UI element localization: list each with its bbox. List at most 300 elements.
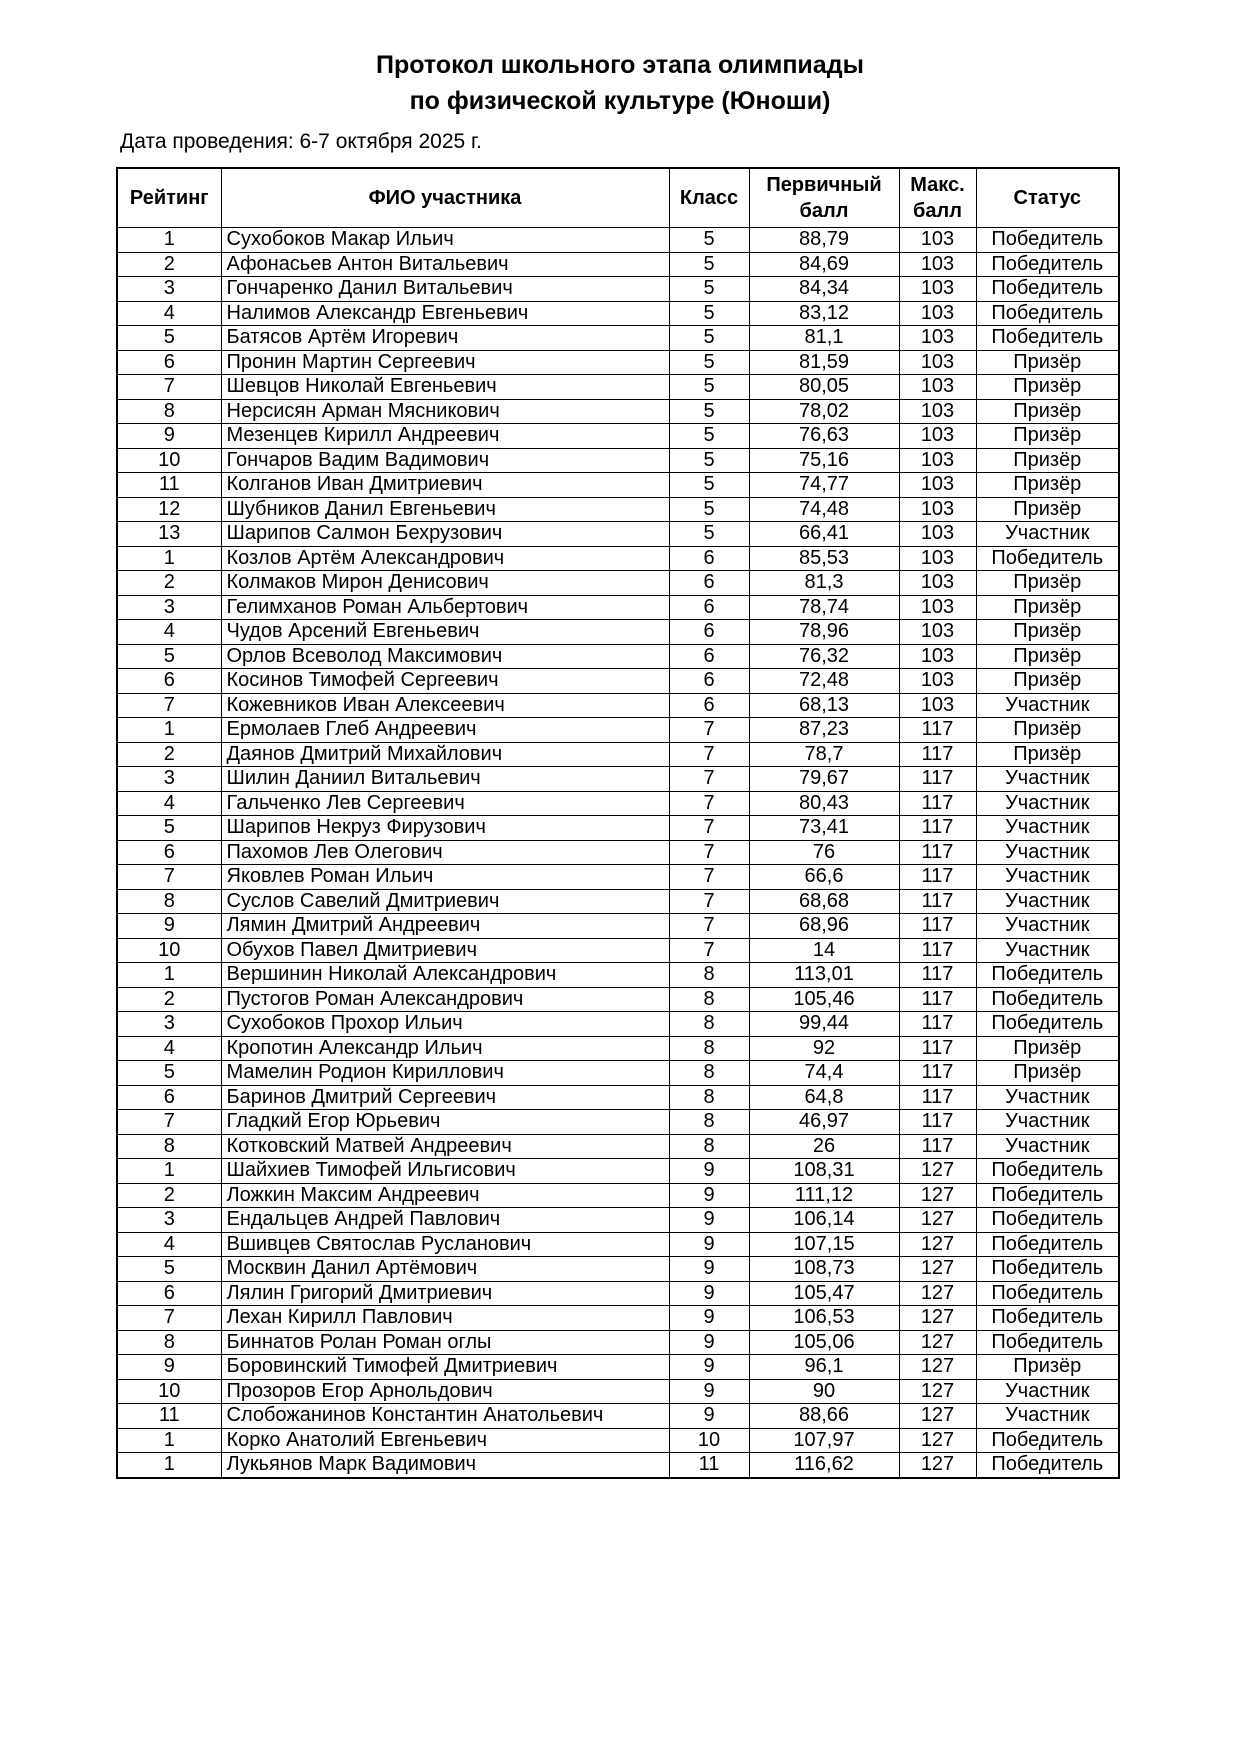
cell-status: Победитель xyxy=(976,1330,1119,1355)
table-body xyxy=(117,228,1119,1478)
cell-grade: 6 xyxy=(669,644,749,669)
cell-status: Участник xyxy=(976,522,1119,547)
cell-rank: 5 xyxy=(117,644,221,669)
cell-max-score: 117 xyxy=(899,767,976,792)
cell-rank: 10 xyxy=(117,448,221,473)
cell-status: Призёр xyxy=(976,1036,1119,1061)
cell-max-score: 117 xyxy=(899,914,976,939)
cell-name: Вершинин Николай Александрович xyxy=(221,963,669,988)
table-row xyxy=(117,1404,1119,1429)
cell-name: Пустогов Роман Александрович xyxy=(221,987,669,1012)
cell-name: Гончаренко Данил Витальевич xyxy=(221,277,669,302)
cell-status: Участник xyxy=(976,1379,1119,1404)
cell-rank: 11 xyxy=(117,473,221,498)
header-max-line1: Макс. xyxy=(910,174,965,196)
cell-status: Участник xyxy=(976,840,1119,865)
cell-grade: 5 xyxy=(669,497,749,522)
cell-name: Гальченко Лев Сергеевич xyxy=(221,791,669,816)
table-header-row xyxy=(117,168,1119,228)
cell-status: Победитель xyxy=(976,963,1119,988)
cell-primary-score: 79,67 xyxy=(749,767,899,792)
cell-max-score: 103 xyxy=(899,497,976,522)
document-title-line-2: по физической культуре (Юноши) xyxy=(409,87,831,115)
cell-max-score: 127 xyxy=(899,1306,976,1331)
cell-name: Кожевников Иван Алексеевич xyxy=(221,693,669,718)
cell-name: Слобожанинов Константин Анатольевич xyxy=(221,1404,669,1429)
cell-status: Участник xyxy=(976,865,1119,890)
table-row xyxy=(117,644,1119,669)
cell-primary-score: 84,69 xyxy=(749,252,899,277)
cell-name: Шайхиев Тимофей Ильгисович xyxy=(221,1159,669,1184)
cell-rank: 5 xyxy=(117,1257,221,1282)
table-row xyxy=(117,1306,1119,1331)
cell-rank: 2 xyxy=(117,987,221,1012)
cell-max-score: 127 xyxy=(899,1428,976,1453)
cell-primary-score: 113,01 xyxy=(749,963,899,988)
cell-primary-score: 76 xyxy=(749,840,899,865)
cell-rank: 5 xyxy=(117,1061,221,1086)
cell-name: Налимов Александр Евгеньевич xyxy=(221,301,669,326)
table-row xyxy=(117,718,1119,743)
cell-name: Баринов Дмитрий Сергеевич xyxy=(221,1085,669,1110)
cell-rank: 5 xyxy=(117,816,221,841)
cell-name: Прозоров Егор Арнольдович xyxy=(221,1379,669,1404)
cell-status: Победитель xyxy=(976,228,1119,253)
cell-primary-score: 108,31 xyxy=(749,1159,899,1184)
table-row xyxy=(117,399,1119,424)
table-row xyxy=(117,1110,1119,1135)
table-row xyxy=(117,448,1119,473)
cell-max-score: 103 xyxy=(899,326,976,351)
cell-grade: 9 xyxy=(669,1379,749,1404)
cell-name: Батясов Артём Игоревич xyxy=(221,326,669,351)
cell-primary-score: 81,3 xyxy=(749,571,899,596)
cell-max-score: 127 xyxy=(899,1257,976,1282)
cell-rank: 4 xyxy=(117,1232,221,1257)
cell-grade: 8 xyxy=(669,987,749,1012)
table-row xyxy=(117,816,1119,841)
table-row xyxy=(117,840,1119,865)
cell-rank: 3 xyxy=(117,767,221,792)
cell-max-score: 117 xyxy=(899,742,976,767)
table-row xyxy=(117,963,1119,988)
table-row xyxy=(117,1012,1119,1037)
cell-name: Шарипов Салмон Бехрузович xyxy=(221,522,669,547)
cell-primary-score: 108,73 xyxy=(749,1257,899,1282)
cell-status: Победитель xyxy=(976,1232,1119,1257)
cell-name: Боровинский Тимофей Дмитриевич xyxy=(221,1355,669,1380)
cell-name: Шубников Данил Евгеньевич xyxy=(221,497,669,522)
cell-rank: 6 xyxy=(117,1085,221,1110)
cell-name: Лукьянов Марк Вадимович xyxy=(221,1453,669,1478)
cell-status: Победитель xyxy=(976,1306,1119,1331)
table-row xyxy=(117,767,1119,792)
cell-primary-score: 99,44 xyxy=(749,1012,899,1037)
table-row xyxy=(117,1232,1119,1257)
cell-status: Победитель xyxy=(976,301,1119,326)
cell-status: Призёр xyxy=(976,571,1119,596)
cell-rank: 6 xyxy=(117,840,221,865)
cell-name: Нерсисян Арман Мясникович xyxy=(221,399,669,424)
cell-primary-score: 78,96 xyxy=(749,620,899,645)
cell-rank: 1 xyxy=(117,1453,221,1478)
cell-primary-score: 74,77 xyxy=(749,473,899,498)
cell-max-score: 117 xyxy=(899,865,976,890)
cell-grade: 7 xyxy=(669,889,749,914)
cell-primary-score: 106,53 xyxy=(749,1306,899,1331)
cell-max-score: 127 xyxy=(899,1355,976,1380)
cell-name: Обухов Павел Дмитриевич xyxy=(221,938,669,963)
cell-max-score: 103 xyxy=(899,522,976,547)
cell-grade: 6 xyxy=(669,669,749,694)
table-row xyxy=(117,546,1119,571)
cell-rank: 3 xyxy=(117,1012,221,1037)
table-row xyxy=(117,277,1119,302)
document-title-line-1: Протокол школьного этапа олимпиады xyxy=(376,51,864,79)
cell-grade: 8 xyxy=(669,1134,749,1159)
cell-rank: 1 xyxy=(117,1428,221,1453)
cell-max-score: 117 xyxy=(899,816,976,841)
cell-rank: 1 xyxy=(117,228,221,253)
cell-primary-score: 78,7 xyxy=(749,742,899,767)
cell-rank: 8 xyxy=(117,1134,221,1159)
cell-primary-score: 46,97 xyxy=(749,1110,899,1135)
cell-status: Призёр xyxy=(976,669,1119,694)
cell-max-score: 103 xyxy=(899,375,976,400)
cell-status: Победитель xyxy=(976,277,1119,302)
cell-max-score: 127 xyxy=(899,1281,976,1306)
cell-max-score: 117 xyxy=(899,1061,976,1086)
cell-max-score: 117 xyxy=(899,840,976,865)
cell-name: Гелимханов Роман Альбертович xyxy=(221,595,669,620)
cell-primary-score: 83,12 xyxy=(749,301,899,326)
cell-grade: 9 xyxy=(669,1159,749,1184)
cell-status: Участник xyxy=(976,791,1119,816)
cell-rank: 7 xyxy=(117,693,221,718)
cell-status: Участник xyxy=(976,767,1119,792)
cell-grade: 5 xyxy=(669,399,749,424)
table-row xyxy=(117,1159,1119,1184)
cell-rank: 3 xyxy=(117,277,221,302)
cell-rank: 9 xyxy=(117,1355,221,1380)
cell-rank: 3 xyxy=(117,595,221,620)
cell-name: Корко Анатолий Евгеньевич xyxy=(221,1428,669,1453)
cell-max-score: 103 xyxy=(899,669,976,694)
table-row xyxy=(117,522,1119,547)
cell-max-score: 103 xyxy=(899,228,976,253)
cell-status: Победитель xyxy=(976,1159,1119,1184)
cell-max-score: 127 xyxy=(899,1379,976,1404)
cell-grade: 5 xyxy=(669,350,749,375)
cell-status: Призёр xyxy=(976,1061,1119,1086)
cell-name: Пахомов Лев Олегович xyxy=(221,840,669,865)
cell-rank: 10 xyxy=(117,938,221,963)
cell-status: Участник xyxy=(976,938,1119,963)
cell-rank: 6 xyxy=(117,350,221,375)
cell-name: Сухобоков Макар Ильич xyxy=(221,228,669,253)
event-date: Дата проведения: 6-7 октября 2025 г. xyxy=(120,130,482,153)
table-row xyxy=(117,571,1119,596)
header-primary-line1: Первичный xyxy=(766,174,882,196)
table-row xyxy=(117,914,1119,939)
cell-name: Чудов Арсений Евгеньевич xyxy=(221,620,669,645)
cell-status: Участник xyxy=(976,1134,1119,1159)
cell-primary-score: 80,05 xyxy=(749,375,899,400)
cell-status: Победитель xyxy=(976,546,1119,571)
cell-grade: 5 xyxy=(669,228,749,253)
cell-max-score: 117 xyxy=(899,791,976,816)
cell-max-score: 127 xyxy=(899,1232,976,1257)
cell-primary-score: 80,43 xyxy=(749,791,899,816)
header-max-score xyxy=(899,168,976,228)
cell-rank: 4 xyxy=(117,301,221,326)
cell-name: Кропотин Александр Ильич xyxy=(221,1036,669,1061)
cell-grade: 6 xyxy=(669,620,749,645)
cell-grade: 7 xyxy=(669,865,749,890)
cell-primary-score: 68,68 xyxy=(749,889,899,914)
cell-max-score: 103 xyxy=(899,571,976,596)
cell-status: Призёр xyxy=(976,742,1119,767)
cell-rank: 9 xyxy=(117,914,221,939)
table-row xyxy=(117,1208,1119,1233)
cell-rank: 4 xyxy=(117,791,221,816)
cell-status: Победитель xyxy=(976,1012,1119,1037)
cell-primary-score: 68,96 xyxy=(749,914,899,939)
cell-name: Ендальцев Андрей Павлович xyxy=(221,1208,669,1233)
cell-max-score: 103 xyxy=(899,546,976,571)
cell-status: Призёр xyxy=(976,399,1119,424)
cell-name: Козлов Артём Александрович xyxy=(221,546,669,571)
cell-max-score: 127 xyxy=(899,1453,976,1478)
cell-rank: 8 xyxy=(117,889,221,914)
cell-grade: 5 xyxy=(669,277,749,302)
cell-max-score: 127 xyxy=(899,1404,976,1429)
cell-name: Москвин Данил Артёмович xyxy=(221,1257,669,1282)
table-row xyxy=(117,1330,1119,1355)
header-grade: Класс xyxy=(669,168,749,228)
cell-primary-score: 72,48 xyxy=(749,669,899,694)
cell-status: Призёр xyxy=(976,350,1119,375)
cell-max-score: 103 xyxy=(899,424,976,449)
cell-status: Участник xyxy=(976,1404,1119,1429)
cell-rank: 1 xyxy=(117,963,221,988)
cell-rank: 8 xyxy=(117,399,221,424)
cell-grade: 9 xyxy=(669,1404,749,1429)
cell-grade: 7 xyxy=(669,767,749,792)
table-row xyxy=(117,497,1119,522)
cell-status: Призёр xyxy=(976,1355,1119,1380)
cell-max-score: 117 xyxy=(899,987,976,1012)
cell-max-score: 103 xyxy=(899,399,976,424)
cell-primary-score: 66,6 xyxy=(749,865,899,890)
cell-max-score: 127 xyxy=(899,1183,976,1208)
cell-status: Призёр xyxy=(976,448,1119,473)
cell-primary-score: 87,23 xyxy=(749,718,899,743)
cell-rank: 7 xyxy=(117,375,221,400)
cell-name: Мезенцев Кирилл Андреевич xyxy=(221,424,669,449)
cell-grade: 5 xyxy=(669,473,749,498)
cell-status: Участник xyxy=(976,1085,1119,1110)
cell-primary-score: 96,1 xyxy=(749,1355,899,1380)
cell-rank: 1 xyxy=(117,546,221,571)
cell-status: Участник xyxy=(976,889,1119,914)
table-row xyxy=(117,1036,1119,1061)
table-row xyxy=(117,742,1119,767)
cell-grade: 8 xyxy=(669,1036,749,1061)
cell-grade: 9 xyxy=(669,1183,749,1208)
cell-grade: 7 xyxy=(669,840,749,865)
cell-status: Победитель xyxy=(976,1183,1119,1208)
table-row xyxy=(117,1257,1119,1282)
cell-grade: 7 xyxy=(669,938,749,963)
cell-max-score: 103 xyxy=(899,448,976,473)
cell-max-score: 103 xyxy=(899,252,976,277)
cell-name: Лялин Григорий Дмитриевич xyxy=(221,1281,669,1306)
cell-primary-score: 78,74 xyxy=(749,595,899,620)
cell-name: Суслов Савелий Дмитриевич xyxy=(221,889,669,914)
cell-rank: 2 xyxy=(117,571,221,596)
table-row xyxy=(117,595,1119,620)
cell-primary-score: 81,1 xyxy=(749,326,899,351)
cell-status: Участник xyxy=(976,1110,1119,1135)
cell-name: Вшивцев Святослав Русланович xyxy=(221,1232,669,1257)
cell-max-score: 117 xyxy=(899,1134,976,1159)
cell-max-score: 103 xyxy=(899,693,976,718)
cell-status: Призёр xyxy=(976,497,1119,522)
cell-name: Пронин Мартин Сергеевич xyxy=(221,350,669,375)
cell-rank: 2 xyxy=(117,252,221,277)
table-row xyxy=(117,889,1119,914)
cell-primary-score: 116,62 xyxy=(749,1453,899,1478)
cell-grade: 10 xyxy=(669,1428,749,1453)
cell-status: Победитель xyxy=(976,1257,1119,1282)
cell-max-score: 117 xyxy=(899,718,976,743)
cell-primary-score: 76,63 xyxy=(749,424,899,449)
cell-primary-score: 105,47 xyxy=(749,1281,899,1306)
header-rank: Рейтинг xyxy=(117,168,221,228)
cell-primary-score: 78,02 xyxy=(749,399,899,424)
cell-primary-score: 74,4 xyxy=(749,1061,899,1086)
cell-grade: 5 xyxy=(669,326,749,351)
cell-status: Победитель xyxy=(976,1428,1119,1453)
cell-primary-score: 68,13 xyxy=(749,693,899,718)
cell-grade: 7 xyxy=(669,718,749,743)
cell-rank: 1 xyxy=(117,1159,221,1184)
cell-grade: 8 xyxy=(669,963,749,988)
cell-max-score: 127 xyxy=(899,1208,976,1233)
cell-rank: 4 xyxy=(117,1036,221,1061)
table-row xyxy=(117,1428,1119,1453)
cell-rank: 7 xyxy=(117,1110,221,1135)
cell-name: Лехан Кирилл Павлович xyxy=(221,1306,669,1331)
cell-name: Ложкин Максим Андреевич xyxy=(221,1183,669,1208)
cell-max-score: 117 xyxy=(899,1085,976,1110)
cell-grade: 7 xyxy=(669,914,749,939)
results-table xyxy=(116,167,1120,1479)
cell-status: Призёр xyxy=(976,424,1119,449)
cell-grade: 5 xyxy=(669,424,749,449)
cell-primary-score: 14 xyxy=(749,938,899,963)
cell-grade: 8 xyxy=(669,1110,749,1135)
table-row xyxy=(117,1379,1119,1404)
cell-primary-score: 75,16 xyxy=(749,448,899,473)
cell-status: Участник xyxy=(976,914,1119,939)
cell-primary-score: 111,12 xyxy=(749,1183,899,1208)
cell-status: Призёр xyxy=(976,620,1119,645)
cell-primary-score: 73,41 xyxy=(749,816,899,841)
cell-name: Афонасьев Антон Витальевич xyxy=(221,252,669,277)
cell-rank: 6 xyxy=(117,669,221,694)
cell-grade: 7 xyxy=(669,791,749,816)
cell-status: Призёр xyxy=(976,718,1119,743)
cell-grade: 5 xyxy=(669,252,749,277)
cell-rank: 13 xyxy=(117,522,221,547)
cell-grade: 7 xyxy=(669,742,749,767)
cell-grade: 6 xyxy=(669,693,749,718)
cell-max-score: 117 xyxy=(899,1110,976,1135)
cell-rank: 9 xyxy=(117,424,221,449)
cell-max-score: 117 xyxy=(899,1036,976,1061)
cell-rank: 10 xyxy=(117,1379,221,1404)
cell-grade: 5 xyxy=(669,448,749,473)
cell-status: Участник xyxy=(976,816,1119,841)
cell-max-score: 117 xyxy=(899,889,976,914)
cell-name: Шилин Даниил Витальевич xyxy=(221,767,669,792)
cell-max-score: 127 xyxy=(899,1330,976,1355)
cell-rank: 3 xyxy=(117,1208,221,1233)
cell-status: Участник xyxy=(976,693,1119,718)
cell-primary-score: 64,8 xyxy=(749,1085,899,1110)
cell-grade: 9 xyxy=(669,1232,749,1257)
cell-name: Биннатов Ролан Роман оглы xyxy=(221,1330,669,1355)
cell-primary-score: 107,97 xyxy=(749,1428,899,1453)
cell-rank: 2 xyxy=(117,1183,221,1208)
cell-grade: 6 xyxy=(669,546,749,571)
cell-rank: 2 xyxy=(117,742,221,767)
cell-max-score: 117 xyxy=(899,1012,976,1037)
cell-primary-score: 74,48 xyxy=(749,497,899,522)
cell-primary-score: 85,53 xyxy=(749,546,899,571)
cell-grade: 6 xyxy=(669,595,749,620)
cell-primary-score: 88,79 xyxy=(749,228,899,253)
cell-primary-score: 76,32 xyxy=(749,644,899,669)
cell-name: Даянов Дмитрий Михайлович xyxy=(221,742,669,767)
cell-rank: 4 xyxy=(117,620,221,645)
cell-status: Победитель xyxy=(976,252,1119,277)
cell-grade: 8 xyxy=(669,1012,749,1037)
cell-primary-score: 105,06 xyxy=(749,1330,899,1355)
cell-status: Победитель xyxy=(976,1208,1119,1233)
table-row xyxy=(117,252,1119,277)
table-row xyxy=(117,693,1119,718)
cell-grade: 9 xyxy=(669,1281,749,1306)
cell-name: Мамелин Родион Кириллович xyxy=(221,1061,669,1086)
table-row xyxy=(117,1453,1119,1478)
cell-name: Шарипов Некруз Фирузович xyxy=(221,816,669,841)
cell-name: Орлов Всеволод Максимович xyxy=(221,644,669,669)
cell-rank: 1 xyxy=(117,718,221,743)
cell-rank: 7 xyxy=(117,865,221,890)
cell-rank: 6 xyxy=(117,1281,221,1306)
cell-name: Ермолаев Глеб Андреевич xyxy=(221,718,669,743)
cell-status: Победитель xyxy=(976,987,1119,1012)
cell-name: Шевцов Николай Евгеньевич xyxy=(221,375,669,400)
table-row xyxy=(117,669,1119,694)
cell-status: Призёр xyxy=(976,375,1119,400)
cell-grade: 8 xyxy=(669,1085,749,1110)
cell-primary-score: 105,46 xyxy=(749,987,899,1012)
table-row xyxy=(117,1061,1119,1086)
